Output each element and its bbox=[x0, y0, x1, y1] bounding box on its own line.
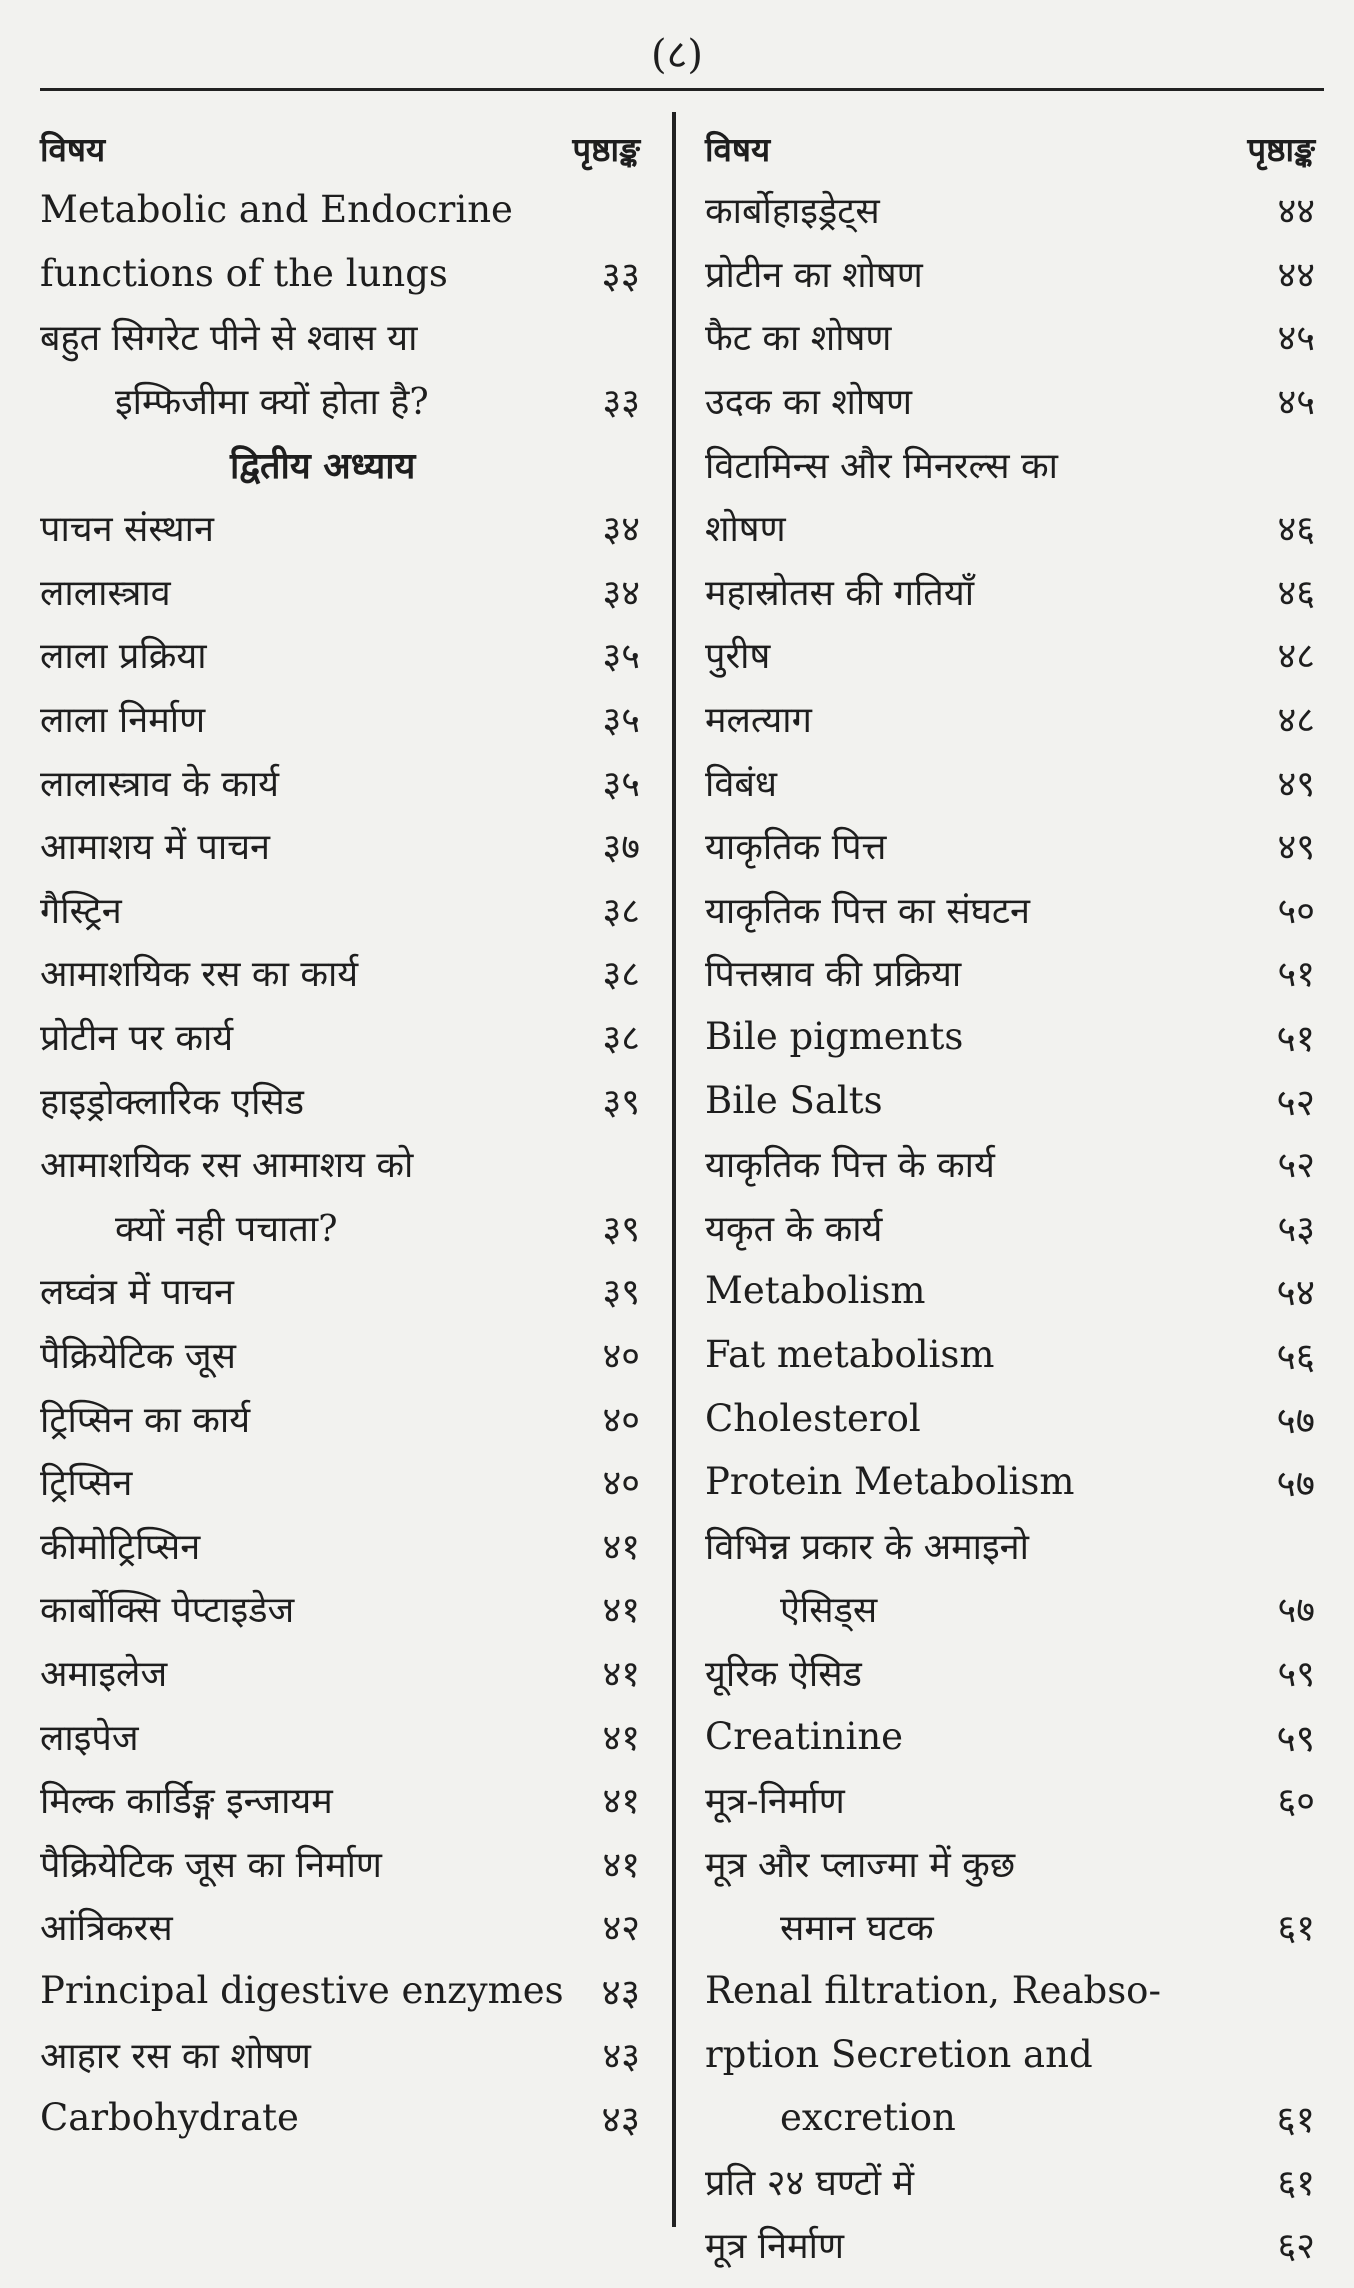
toc-page: ५९ bbox=[1277, 1653, 1315, 1695]
toc-page: ४० bbox=[602, 1335, 640, 1377]
toc-entry: Fat metabolism bbox=[705, 1332, 995, 1376]
toc-page: ४६ bbox=[1277, 509, 1315, 551]
toc-page: ४१ bbox=[602, 1526, 640, 1568]
toc-page: ४१ bbox=[602, 1717, 640, 1759]
toc-entry: कार्बोक्सि पेप्टाइडेज bbox=[40, 1590, 295, 1632]
toc-page: ३८ bbox=[602, 954, 640, 996]
toc-page: ४० bbox=[602, 1399, 640, 1441]
toc-entry: मलत्याग bbox=[705, 700, 812, 742]
toc-page: ५१ bbox=[1276, 1017, 1315, 1061]
toc-page: ३५ bbox=[602, 700, 640, 742]
toc-entry: Creatinine bbox=[705, 1714, 904, 1758]
left-header-page: पृष्ठाङ्क bbox=[572, 129, 640, 169]
toc-page: ३८ bbox=[602, 890, 640, 932]
toc-page: ४१ bbox=[602, 1590, 640, 1632]
toc-entry: लाइपेज bbox=[40, 1717, 139, 1759]
toc-entry: याकृतिक पित्त bbox=[705, 827, 887, 869]
toc-page: ४६ bbox=[1277, 572, 1315, 614]
toc-entry: प्रति २४ घण्टों में bbox=[705, 2162, 915, 2204]
toc-entry: याकृतिक पित्त के कार्य bbox=[705, 1145, 995, 1187]
toc-entry: महास्रोतस की गतियाँ bbox=[705, 572, 975, 614]
toc-page: ६२ bbox=[1277, 2226, 1315, 2268]
toc-entry: ट्रिप्सिन का कार्य bbox=[40, 1399, 251, 1441]
toc-entry: प्रोटीन पर कार्य bbox=[40, 1018, 234, 1060]
toc-page: ५७ bbox=[1276, 1462, 1315, 1506]
toc-page: ६१ bbox=[1277, 1908, 1315, 1950]
toc-entry: प्रोटीन का शोषण bbox=[705, 254, 923, 296]
left-column bbox=[40, 118, 640, 2149]
toc-entry: Bile pigments bbox=[705, 1015, 964, 1059]
toc-page: ५७ bbox=[1276, 1398, 1315, 1442]
toc-entry: लालास्त्राव bbox=[40, 572, 171, 614]
toc-entry: Protein Metabolism bbox=[705, 1460, 1075, 1504]
toc-page: ३३ bbox=[601, 253, 640, 297]
toc-entry: लालास्त्राव के कार्य bbox=[40, 763, 280, 805]
toc-page: ३३ bbox=[602, 382, 640, 424]
toc-entry: पुरीष bbox=[705, 636, 771, 678]
toc-entry: आमाशयिक रस का कार्य bbox=[40, 954, 359, 996]
toc-page: ५९ bbox=[1276, 1716, 1315, 1760]
toc-entry: यूरिक ऐसिड bbox=[705, 1653, 862, 1695]
toc-page: ३४ bbox=[602, 572, 640, 614]
toc-page: ५२ bbox=[1276, 1080, 1315, 1124]
toc-page: ४४ bbox=[1277, 254, 1315, 296]
toc-entry: कार्बोहाइड्रेट्स bbox=[705, 191, 880, 233]
right-column bbox=[705, 118, 1315, 2277]
column-divider bbox=[672, 112, 676, 2227]
toc-entry: Metabolic and Endocrine bbox=[40, 188, 513, 232]
toc-entry: ऐसिड्स bbox=[780, 1590, 878, 1632]
toc-page: ५२ bbox=[1277, 1145, 1315, 1187]
toc-entry: लाला प्रक्रिया bbox=[40, 636, 207, 678]
toc-page: ३७ bbox=[602, 827, 640, 869]
toc-entry: आमाशय में पाचन bbox=[40, 827, 271, 869]
toc-page: ४१ bbox=[602, 1844, 640, 1886]
toc-entry: मूत्र और प्लाज्मा में कुछ bbox=[705, 1844, 1016, 1886]
toc-page: ३५ bbox=[602, 763, 640, 805]
left-header-subject: विषय bbox=[40, 129, 106, 169]
toc-page: ४३ bbox=[601, 2098, 640, 2142]
toc-entry: आंत्रिकरस bbox=[40, 1908, 173, 1950]
toc-page: ४८ bbox=[1277, 700, 1315, 742]
toc-page: ५१ bbox=[1277, 954, 1315, 996]
toc-page: ५७ bbox=[1277, 1590, 1315, 1632]
right-header bbox=[705, 118, 1315, 178]
toc-entry: ट्रिप्सिन bbox=[40, 1463, 133, 1505]
toc-page: ५३ bbox=[1277, 1208, 1315, 1250]
page-number: (८) bbox=[650, 32, 703, 78]
toc-entry: हाइड्रोक्लारिक एसिड bbox=[40, 1081, 305, 1123]
toc-entry: कीमोट्रिप्सिन bbox=[40, 1526, 201, 1568]
right-header-subject: विषय bbox=[705, 129, 771, 169]
toc-entry: अमाइलेज bbox=[40, 1653, 168, 1695]
toc-page: ४५ bbox=[1277, 382, 1315, 424]
toc-entry: यकृत के कार्य bbox=[705, 1208, 883, 1250]
toc-page: ४९ bbox=[1277, 827, 1315, 869]
toc-entry: आहार रस का शोषण bbox=[40, 2035, 311, 2077]
toc-entry: पैक्रियेटिक जूस bbox=[40, 1335, 236, 1377]
toc-page: ४८ bbox=[1277, 636, 1315, 678]
toc-page: ६१ bbox=[1277, 2162, 1315, 2204]
toc-entry: क्यों नही पचाता? bbox=[115, 1208, 338, 1250]
toc-entry: rption Secretion and bbox=[705, 2032, 1093, 2076]
toc-entry: विटामिन्स और मिनरल्स का bbox=[705, 445, 1059, 487]
toc-page: ४९ bbox=[1277, 763, 1315, 805]
toc-entry: Cholesterol bbox=[705, 1396, 921, 1440]
toc-page: ३४ bbox=[602, 509, 640, 551]
toc-entry: आमाशयिक रस आमाशय को bbox=[40, 1145, 414, 1187]
toc-entry: Metabolism bbox=[705, 1269, 926, 1313]
toc-page: ५४ bbox=[1276, 1271, 1315, 1315]
left-header bbox=[40, 118, 640, 178]
toc-page: ४१ bbox=[602, 1781, 640, 1823]
toc-entry: लाला निर्माण bbox=[40, 700, 206, 742]
toc-page: ६० bbox=[1277, 1781, 1315, 1823]
toc-page: ५० bbox=[1277, 890, 1315, 932]
top-rule bbox=[40, 88, 1324, 91]
toc-entry: याकृतिक पित्त का संघटन bbox=[705, 890, 1031, 932]
toc-entry: फैट का शोषण bbox=[705, 318, 892, 360]
toc-page: ४१ bbox=[602, 1653, 640, 1695]
toc-entry: मूत्र-निर्माण bbox=[705, 1781, 845, 1823]
toc-page: ३८ bbox=[602, 1018, 640, 1060]
toc-entry: Renal filtration, Reabso- bbox=[705, 1968, 1161, 2012]
toc-entry: समान घटक bbox=[780, 1908, 934, 1950]
toc-page: ४४ bbox=[1277, 191, 1315, 233]
toc-entry: functions of the lungs bbox=[40, 251, 448, 295]
toc-entry: मिल्क कार्डिङ्ग इन्जायम bbox=[40, 1781, 333, 1823]
toc-entry: इम्फिजीमा क्यों होता है? bbox=[115, 382, 429, 424]
toc-entry: पित्तस्राव की प्रक्रिया bbox=[705, 954, 962, 996]
toc-entry: Principal digestive enzymes bbox=[40, 1968, 564, 2012]
toc-entry: विबंध bbox=[705, 763, 778, 805]
toc-page: ३९ bbox=[602, 1081, 640, 1123]
toc-page: ३५ bbox=[602, 636, 640, 678]
chapter-heading: द्वितीय अध्याय bbox=[230, 444, 416, 487]
toc-entry: शोषण bbox=[705, 509, 786, 551]
toc-page: ४० bbox=[602, 1463, 640, 1505]
toc-entry: पैक्रियेटिक जूस का निर्माण bbox=[40, 1844, 382, 1886]
toc-page: ५६ bbox=[1276, 1334, 1315, 1378]
toc-entry: बहुत सिगरेट पीने से श्वास या bbox=[40, 318, 418, 360]
toc-page: ३९ bbox=[602, 1208, 640, 1250]
toc-entry: गैस्ट्रिन bbox=[40, 890, 122, 932]
toc-entry: excretion bbox=[780, 2096, 956, 2140]
toc-page: ४५ bbox=[1277, 318, 1315, 360]
toc-page: ४३ bbox=[601, 1970, 640, 2014]
toc-entry: विभिन्न प्रकार के अमाइनो bbox=[705, 1526, 1029, 1568]
right-header-page: पृष्ठाङ्क bbox=[1247, 129, 1315, 169]
toc-entry: लघ्वंत्र में पाचन bbox=[40, 1272, 234, 1314]
toc-entry: उदक का शोषण bbox=[705, 382, 912, 424]
toc-page: ४३ bbox=[602, 2035, 640, 2077]
toc-entry: पाचन संस्थान bbox=[40, 509, 214, 551]
toc-entry: Carbohydrate bbox=[40, 2096, 299, 2140]
toc-page: ४२ bbox=[602, 1908, 640, 1950]
toc-page: ६१ bbox=[1276, 2098, 1315, 2142]
toc-entry: मूत्र निर्माण bbox=[705, 2226, 845, 2268]
toc-entry: Bile Salts bbox=[705, 1078, 883, 1122]
toc-page: ३९ bbox=[602, 1272, 640, 1314]
